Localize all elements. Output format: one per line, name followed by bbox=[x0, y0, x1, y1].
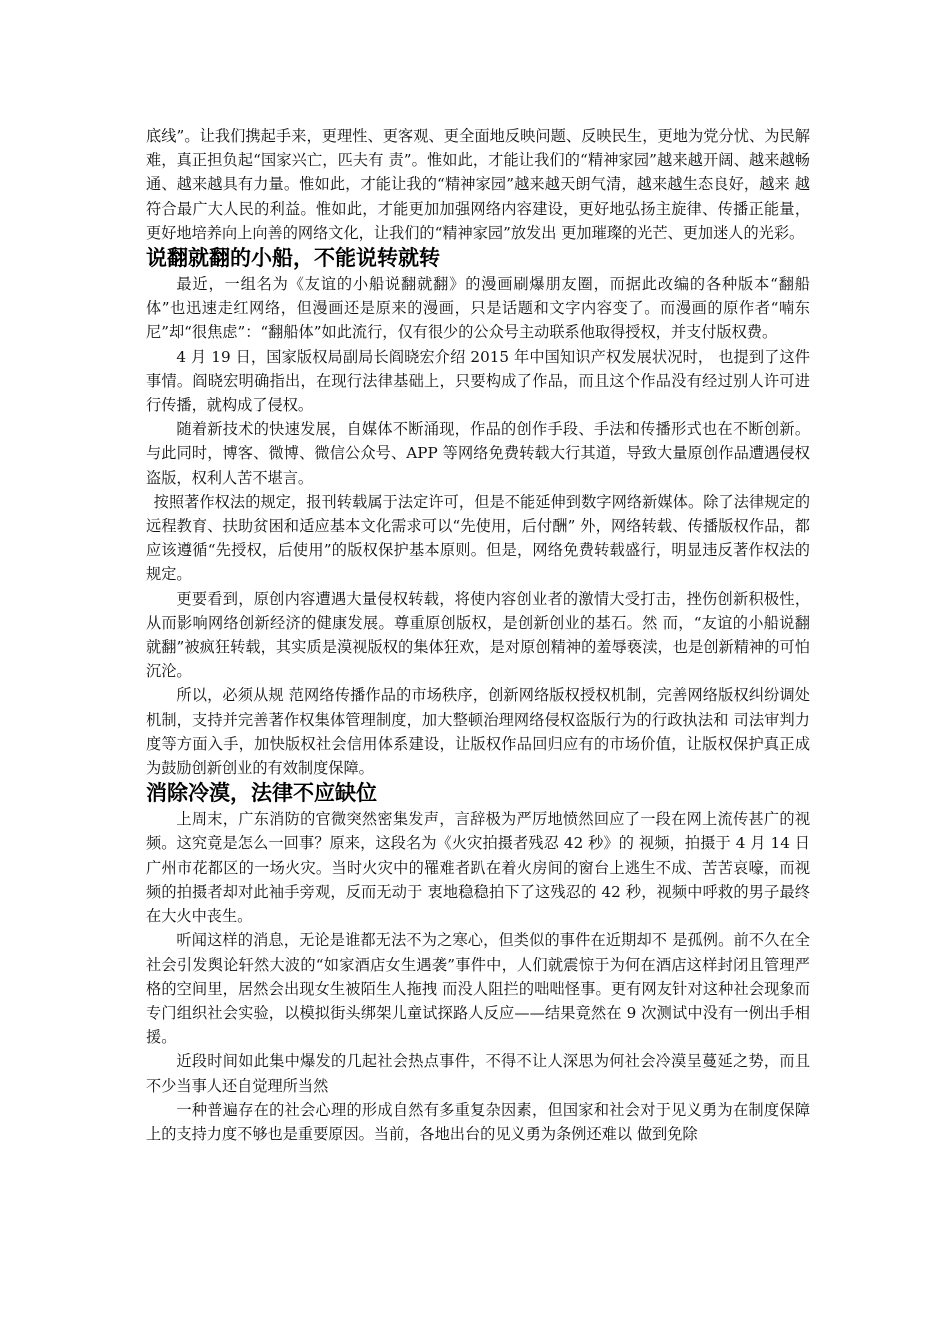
document-page bbox=[146, 124, 810, 1146]
section-1-paragraph-3: 随着新技术的快速发展，自媒体不断涌现，作品的创作手段、手法和传播形式也在不断创新。与此同时，博客、微博、微信公众号、APP 等网络免费转载大行其道，导致大量原创作品遭遇侵权盗版，权利人苦不堪言。 bbox=[146, 420, 810, 487]
section-2-title: 消除冷漠，法律不应缺位 bbox=[146, 781, 377, 806]
section-2-paragraph-2: 听闻这样的消息，无论是谁都无法不为之寒心，但类似的事件在近期却不 是孤例。前不久在全社会引发舆论轩然大波的“如家酒店女生遇袭”事件中，人们就震惊于为何在酒店这样封闭且管理严格的空间里，居然会出现女生被陌生人拖拽 而没人阻拦的咄咄怪事。更有网友针对这种社会现象而专门组织社会实验，以模拟街头绑架儿童试探路人反应——结果竟然在 9 次测试中没有一例出手相援。 bbox=[146, 931, 810, 1047]
section-1-paragraph-5: 更要看到，原创内容遭遇大量侵权转载，将使内容创业者的激情大受打击，挫伤创新积极性，从而影响网络创新经济的健康发展。尊重原创版权，是创新创业的基石。然 而，“友谊的小船说翻就翻”被疯狂转载，其实质是漠视版权的集体狂欢，是对原创精神的羞辱亵渎，也是创新精神的可怕沉沦。 bbox=[146, 589, 810, 681]
section-1-paragraph-1: 最近，一组名为《友谊的小船说翻就翻》的漫画刷爆朋友圈，而据此改编的各种版本“翻船体”也迅速走红网络，但漫画还是原来的漫画，只是话题和文字内容变了。而漫画的原作者“喃东尼”却“很焦虑”：“翻船体”如此流行，仅有很少的公众号主动联系他取得授权，并支付版权费。 bbox=[146, 275, 810, 342]
section-1-title: 说翻就翻的小船，不能说转就转 bbox=[146, 246, 440, 271]
section-2-paragraph-4: 一种普遍存在的社会心理的形成自然有多重复杂因素，但国家和社会对于见义勇为在制度保障上的支持力度不够也是重要原因。当前，各地出台的见义勇为条例还难以 做到免除 bbox=[146, 1100, 810, 1143]
intro-paragraph: 底线”。让我们携起手来，更理性、更客观、更全面地反映问题、反映民生，更地为党分忧、为民解难，真正担负起“国家兴亡，匹夫有 责”。惟如此，才能让我们的“精神家园”越来越开阔、越来越畅通、越来越具有力量。惟如此，才能让我的“精神家园”越来越天朗气清，越来越生态良好，越来 越符合最广大人民的利益。惟如此，才能更加加强网络内容建设，更好地弘扬主旋律、传播正能量，更好地培养向上向善的网络文化，让我们的“精神家园”放发出 更加璀璨的光芒、更加迷人的光彩。 bbox=[146, 127, 810, 242]
section-1-paragraph-6: 所以，必须从规 范网络传播作品的市场秩序，创新网络版权授权机制，完善网络版权纠纷调处机制，支持并完善著作权集体管理制度，加大整顿治理网络侵权盗版行为的行政执法和 司法审判力度等方面入手，加快版权社会信用体系建设，让版权作品回归应有的市场价值，让版权保护真正成为鼓励创新创业的有效制度保障。 bbox=[146, 686, 810, 778]
section-2-paragraph-3: 近段时间如此集中爆发的几起社会热点事件，不得不让人深思为何社会冷漠呈蔓延之势，而且不少当事人还自觉理所当然 bbox=[146, 1052, 810, 1095]
section-1-paragraph-2: 4 月 19 日，国家版权局副局长阎晓宏介绍 2015 年中国知识产权发展状况时， 也提到了这件事情。阎晓宏明确指出，在现行法律基础上，只要构成了作品，而且这个作品没有经过别人许可进行传播，就构成了侵权。 bbox=[146, 347, 810, 415]
section-1-paragraph-4: 按照著作权法的规定，报刊转载属于法定许可，但是不能延伸到数字网络新媒体。除了法律规定的远程教育、扶助贫困和适应基本文化需求可以“先使用，后付酬” 外，网络转载、传播版权作品，都应该遵循“先授权，后使用”的版权保护基本原则。但是，网络免费转载盛行，明显违反著作权法的规定。 bbox=[146, 492, 810, 584]
section-2-paragraph-1: 上周末，广东消防的官微突然密集发声，言辞极为严厉地愤然回应了一段在网上流传甚广的视频。这究竟是怎么一回事？原来，这段名为《火灾拍摄者残忍 42 秒》的 视频，拍摄于 4 月 14 日广州市花都区的一场火灾。当时火灾中的罹难者趴在着火房间的窗台上逃生不成、苦苦哀嚎，而视频的拍摄者却对此袖手旁观，反而无动于 衷地稳稳拍下了这残忍的 42 秒，视频中呼救的男子最终在大火中丧生。 bbox=[146, 810, 810, 926]
